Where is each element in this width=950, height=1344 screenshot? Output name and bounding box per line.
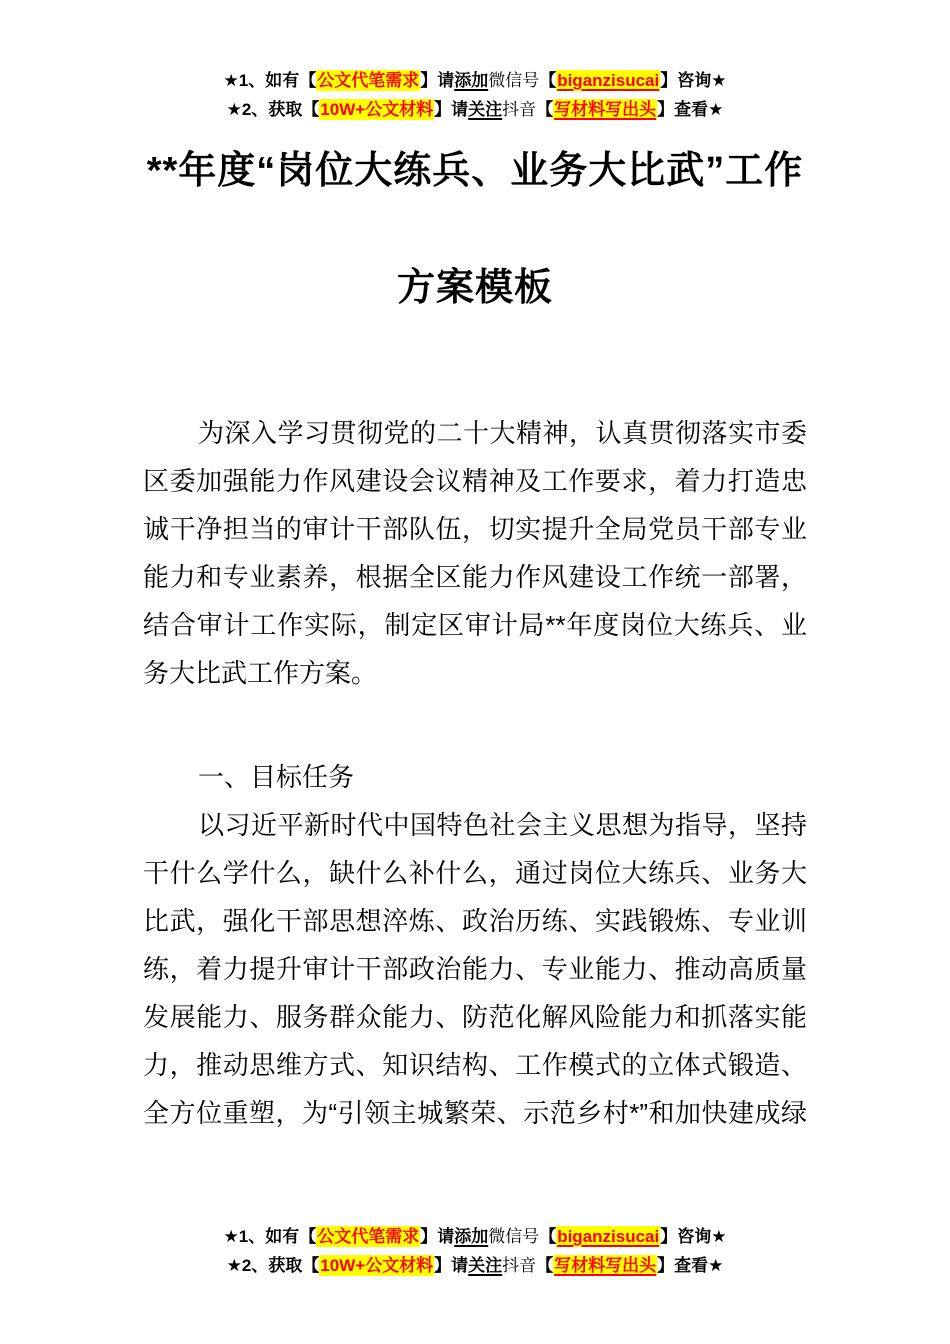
promo-text: 】咨询★ [660, 1227, 727, 1246]
promo-highlight-service: 公文代笔需求 [317, 71, 420, 90]
promo-text: 】请 [434, 1256, 469, 1275]
paragraph-2-line: 全方位重塑，为“引领主城繁荣、示范乡村*”和加快建成绿 [143, 1098, 807, 1128]
promo-text: 抖音 [502, 1256, 537, 1275]
promo-underline-add: 添加 [454, 1227, 489, 1246]
promo-line-2 [0, 1251, 950, 1280]
promo-text: 】请 [434, 100, 469, 119]
promo-text: 【 [539, 71, 557, 90]
paragraph-2-line: 干什么学什么，缺什么补什么，通过岗位大练兵、业务大 [143, 858, 807, 888]
promo-douyin-id: 写材料写出头 [554, 100, 657, 119]
promo-highlight-materials: 10W+公文材料 [320, 1256, 434, 1275]
promo-text: 】请 [420, 71, 455, 90]
paragraph-1-line: 结合审计工作实际，制定区审计局**年度岗位大练兵、业 [143, 610, 807, 640]
promo-text: 】查看★ [657, 1256, 724, 1275]
promo-text: ★2、获取【 [226, 1256, 320, 1275]
promo-text: ★1、如有【 [223, 71, 317, 90]
paragraph-2-line: 力，推动思维方式、知识结构、工作模式的立体式锻造、 [143, 1050, 807, 1080]
promo-text: 【 [539, 1227, 557, 1246]
promo-underline-follow: 关注 [468, 1256, 503, 1275]
promo-underline-follow: 关注 [468, 100, 503, 119]
paragraph-1-line: 为深入学习贯彻党的二十大精神，认真贯彻落实市委 [198, 418, 807, 448]
promo-highlight-materials: 10W+公文材料 [320, 100, 434, 119]
promo-text: ★2、获取【 [226, 100, 320, 119]
promo-douyin-id: 写材料写出头 [554, 1256, 657, 1275]
paragraph-1-line: 诚干净担当的审计干部队伍，切实提升全局党员干部专业 [143, 514, 807, 544]
promo-wechat-id: biganzisucai [557, 1227, 660, 1246]
paragraph-1-line: 能力和专业素养，根据全区能力作风建设工作统一部署， [143, 562, 807, 592]
promo-underline-add: 添加 [454, 71, 489, 90]
promo-text: ★1、如有【 [223, 1227, 317, 1246]
promo-text: 【 [536, 1256, 554, 1275]
promo-line-1 [0, 1222, 950, 1251]
promo-wechat-id: biganzisucai [557, 71, 660, 90]
promo-text: 抖音 [502, 100, 537, 119]
title-line-1: **年度“岗位大练兵、业务大比武”工作 [146, 150, 804, 192]
paragraph-1-line: 务大比武工作方案。 [143, 658, 378, 688]
paragraph-2-line: 发展能力、服务群众能力、防范化解风险能力和抓落实能 [143, 1002, 807, 1032]
promo-highlight-service: 公文代笔需求 [317, 1227, 420, 1246]
promo-text: 【 [536, 100, 554, 119]
promo-text: 微信号 [488, 71, 540, 90]
paragraph-2-line: 以习近平新时代中国特色社会主义思想为指导，坚持 [198, 810, 807, 840]
promo-text: 】请 [420, 1227, 455, 1246]
promo-banner-bottom [0, 1222, 950, 1280]
promo-text: 微信号 [488, 1227, 540, 1246]
section-heading-1: 一、目标任务 [198, 762, 355, 792]
paragraph-2 [143, 801, 807, 1137]
paragraph-1-line: 区委加强能力作风建设会议精神及工作要求，着力打造忠 [143, 466, 807, 496]
document-title [0, 113, 950, 347]
paragraph-1 [143, 409, 807, 697]
title-line-2: 方案模板 [396, 267, 553, 309]
promo-line-1 [0, 66, 950, 95]
promo-text: 】查看★ [657, 100, 724, 119]
paragraph-2-line: 比武，强化干部思想淬炼、政治历练、实践锻炼、专业训 [143, 906, 807, 936]
paragraph-2-line: 练，着力提升审计干部政治能力、专业能力、推动高质量 [143, 954, 807, 984]
document-body [143, 409, 807, 1137]
promo-text: 】咨询★ [660, 71, 727, 90]
